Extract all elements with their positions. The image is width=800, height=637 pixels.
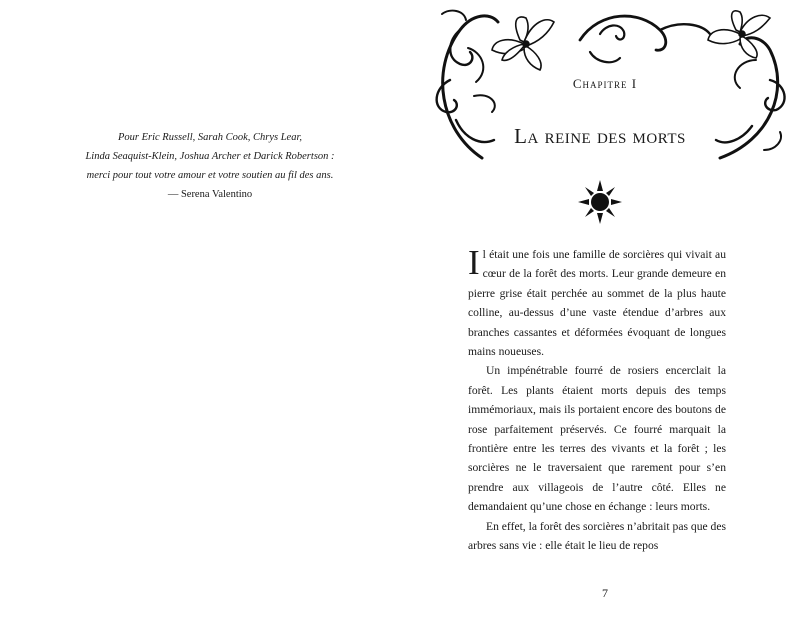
chapter-label: Chapitre I xyxy=(572,76,638,91)
chapter-title: La reine des morts xyxy=(514,124,686,148)
lily-flower-icon xyxy=(492,17,554,70)
drop-cap: I xyxy=(468,243,480,282)
dedication-signature: — Serena Valentino xyxy=(167,189,253,200)
lily-flower-icon xyxy=(708,11,770,58)
paragraph xyxy=(468,245,726,361)
paragraph: Un impénétrable fourré de rosiers encerclait la forêt. Les plants étaient morts depuis des temps immémoriaux, mais ils portaient encore des boutons de rose parfaitement préservés. Ce fourré marquait la frontière entre les terres des vivants et la forêt ; les sorcières ne le traversaient que rarement pour s’en prendre aux villageois de l’autre côté. Elles ne demandaient qu’une chose en échange : leurs morts. xyxy=(468,364,726,514)
dedication xyxy=(40,128,380,204)
paragraph-text: l était une fois une famille de sorcières qui vivait au cœur de la forêt des morts. Leur grande demeure en pierre grise était perchée au sommet de la plus haute colline, au-dessus d’une vaste étendue d’arbres aux branches cassantes et déformées évoquant de longues mains noueuses. xyxy=(468,248,726,359)
dedication-line: Pour Eric Russell, Sarah Cook, Chrys Lear, xyxy=(117,132,303,143)
dedication-line: Linda Seaquist-Klein, Joshua Archer et Darick Robertson : xyxy=(85,151,335,162)
page-number: 7 xyxy=(602,586,608,600)
paragraph: En effet, la forêt des sorcières n’abritait pas que des arbres sans vie : elle était le lieu de repos xyxy=(468,519,726,553)
chapter-body xyxy=(468,245,726,556)
flourish-vine-icon xyxy=(580,16,710,62)
flourish-vine-icon xyxy=(437,11,498,158)
chapter-ornament xyxy=(420,0,800,240)
sun-emblem-icon xyxy=(578,180,622,224)
dedication-line: merci pour tout votre amour et votre soutien au fil des ans. xyxy=(86,170,334,181)
